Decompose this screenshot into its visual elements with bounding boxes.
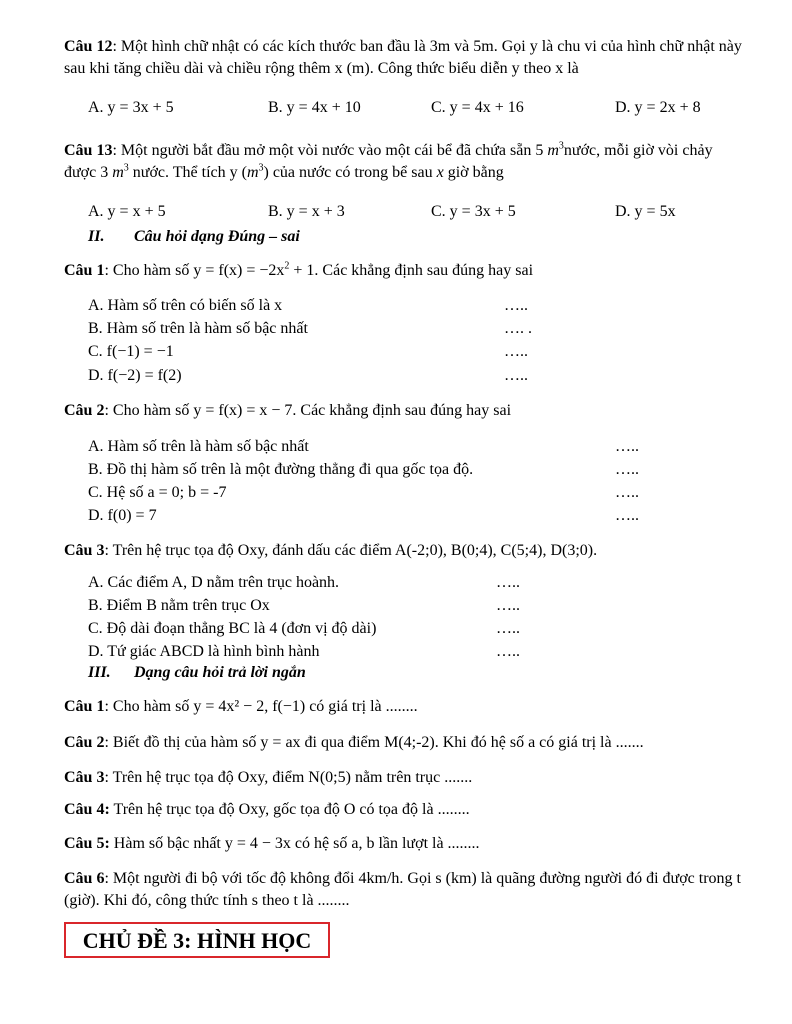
question-text: : Một người đi bộ với tốc độ không đổi 4km/h. Gọi s (km) là quãng đường người đó đi được trong t (giờ). Khi đó, công thức tính s theo t là ........ — [64, 870, 741, 909]
answer-blank[interactable]: ….. — [504, 367, 528, 384]
unit-exp: 3 — [123, 162, 129, 174]
tf1-item-d: D. f(−2) = f(2) — [88, 367, 182, 384]
question-text-b: nước, mỗi giờ vòi chảy được 3 — [64, 142, 713, 181]
tf3-item-c: C. Độ dài đoạn thẳng BC là 4 (đơn vị độ dài) — [88, 620, 377, 637]
section-title: Dạng câu hỏi trả lời ngắn — [134, 664, 306, 681]
question-text-d: ) của nước có trong bể sau — [263, 164, 433, 181]
answer-blank[interactable]: …. . — [504, 320, 532, 337]
question-13 — [64, 140, 744, 184]
question-text-after: + 1. Các khẳng định sau đúng hay sai — [289, 262, 534, 279]
answer-blank[interactable]: ….. — [496, 643, 520, 660]
tf1-item-b: B. Hàm số trên là hàm số bậc nhất — [88, 320, 308, 337]
question-text: : Một hình chữ nhật có các kích thước ban đầu là 3m và 5m. Gọi y là chu vi của hình chữ nhật này sau khi tăng chiều dài và chiều rộng thêm x (m). Công thức biểu diễn y theo x là — [64, 38, 742, 77]
question-text: Hàm số bậc nhất y = 4 − 3x có hệ số a, b lần lượt là ........ — [109, 835, 480, 852]
option-d: D. y = 2x + 8 — [615, 99, 701, 116]
unit-m: m — [112, 164, 124, 181]
tf2-item-d: D. f(0) = 7 — [88, 507, 157, 524]
answer-blank[interactable]: ….. — [615, 461, 639, 478]
answer-blank[interactable]: ….. — [496, 574, 520, 591]
question-label: Câu 1 — [64, 262, 105, 279]
tf2-item-a: A. Hàm số trên là hàm số bậc nhất — [88, 438, 309, 455]
question-label: Câu 3 — [64, 769, 105, 786]
sa-question-5 — [64, 833, 744, 855]
unit-exp: 3 — [258, 162, 264, 174]
section-number: III. — [88, 664, 111, 681]
tf1-item-a: A. Hàm số trên có biến số là x — [88, 297, 283, 314]
question-label: Câu 1 — [64, 698, 105, 715]
question-text: Trên hệ trục tọa độ Oxy, gốc tọa độ O có tọa độ là ........ — [109, 801, 470, 818]
sa-question-1 — [64, 696, 744, 718]
question-label: Câu 2 — [64, 734, 105, 751]
tf-question-2 — [64, 400, 744, 422]
question-label: Câu 5: — [64, 835, 110, 852]
option-d: D. y = 5x — [615, 203, 676, 220]
question-label: Câu 3 — [64, 542, 105, 559]
option-c: C. y = 3x + 5 — [431, 203, 516, 220]
tf-question-3 — [64, 540, 744, 562]
tf-question-1: Câu 1: Cho hàm số $y = f(x) = -2x^2 + 1$. Các khẳng định sau đúng hay sai — [64, 260, 534, 279]
answer-blank[interactable]: ….. — [615, 507, 639, 524]
section-heading-3 — [88, 662, 306, 684]
question-label: Câu 13 — [64, 142, 113, 159]
question-text: : Cho hàm số y = 4x² − 2, f(−1) có giá trị là ........ — [104, 698, 418, 715]
answer-blank[interactable]: ….. — [496, 620, 520, 637]
section-title: Câu hỏi dạng Đúng – sai — [134, 228, 300, 245]
answer-blank[interactable]: ….. — [615, 484, 639, 501]
question-label: Câu 4: — [64, 801, 110, 818]
tf2-item-b: B. Đồ thị hàm số trên là một đường thẳng đi qua gốc tọa độ. — [88, 461, 474, 478]
answer-blank[interactable]: ….. — [615, 438, 639, 455]
option-c: C. y = 4x + 16 — [431, 99, 524, 116]
question-text-a: : Một người bắt đầu mở một vòi nước vào một cái bể đã chứa sẵn 5 — [112, 142, 544, 159]
tf3-item-d: D. Tứ giác ABCD là hình bình hành — [88, 643, 320, 660]
unit-exp: 3 — [558, 140, 564, 152]
topic-heading: CHỦ ĐỀ 3: HÌNH HỌC — [64, 922, 330, 958]
unit-m: m — [547, 142, 559, 159]
option-b: B. y = 4x + 10 — [268, 99, 361, 116]
question-text: : Cho hàm số y = f(x) = −2x — [104, 262, 285, 279]
question-12 — [64, 36, 744, 80]
option-a: A. y = x + 5 — [88, 203, 166, 220]
tf3-item-b: B. Điểm B nằm trên trục Ox — [88, 597, 270, 614]
question-text-e: giờ bằng — [447, 164, 504, 181]
variable-x: x — [436, 164, 444, 181]
sa-question-6 — [64, 868, 744, 912]
question-label: Câu 12 — [64, 38, 113, 55]
section-number: II. — [88, 228, 105, 245]
answer-blank[interactable]: ….. — [504, 343, 528, 360]
sa-question-2 — [64, 732, 744, 754]
question-text: : Trên hệ trục tọa độ Oxy, điểm N(0;5) nằm trên trục ....... — [104, 769, 473, 786]
question-text: : Biết đồ thị của hàm số y = ax đi qua điểm M(4;-2). Khi đó hệ số a có giá trị là ....... — [104, 734, 644, 751]
option-b: B. y = x + 3 — [268, 203, 345, 220]
answer-blank[interactable]: ….. — [504, 297, 528, 314]
unit-m: m — [246, 164, 259, 181]
question-text: : Cho hàm số y = f(x) = x − 7. Các khẳng định sau đúng hay sai — [104, 402, 512, 419]
tf2-item-c: C. Hệ số a = 0; b = -7 — [88, 484, 227, 501]
section-heading-2 — [88, 226, 300, 248]
question-label: Câu 6 — [64, 870, 105, 887]
sa-question-3 — [64, 767, 744, 789]
sa-question-4 — [64, 799, 744, 821]
answer-blank[interactable]: ….. — [496, 597, 520, 614]
question-label: Câu 2 — [64, 402, 105, 419]
question-text: : Trên hệ trục tọa độ Oxy, đánh dấu các điểm A(-2;0), B(0;4), C(5;4), D(3;0). — [104, 542, 598, 559]
tf3-item-a: A. Các điểm A, D nằm trên trục hoành. — [88, 574, 340, 591]
question-text-c: nước. Thể tích y ( — [128, 164, 247, 181]
option-a: A. y = 3x + 5 — [88, 99, 174, 116]
tf1-item-c: C. f(−1) = −1 — [88, 343, 174, 360]
